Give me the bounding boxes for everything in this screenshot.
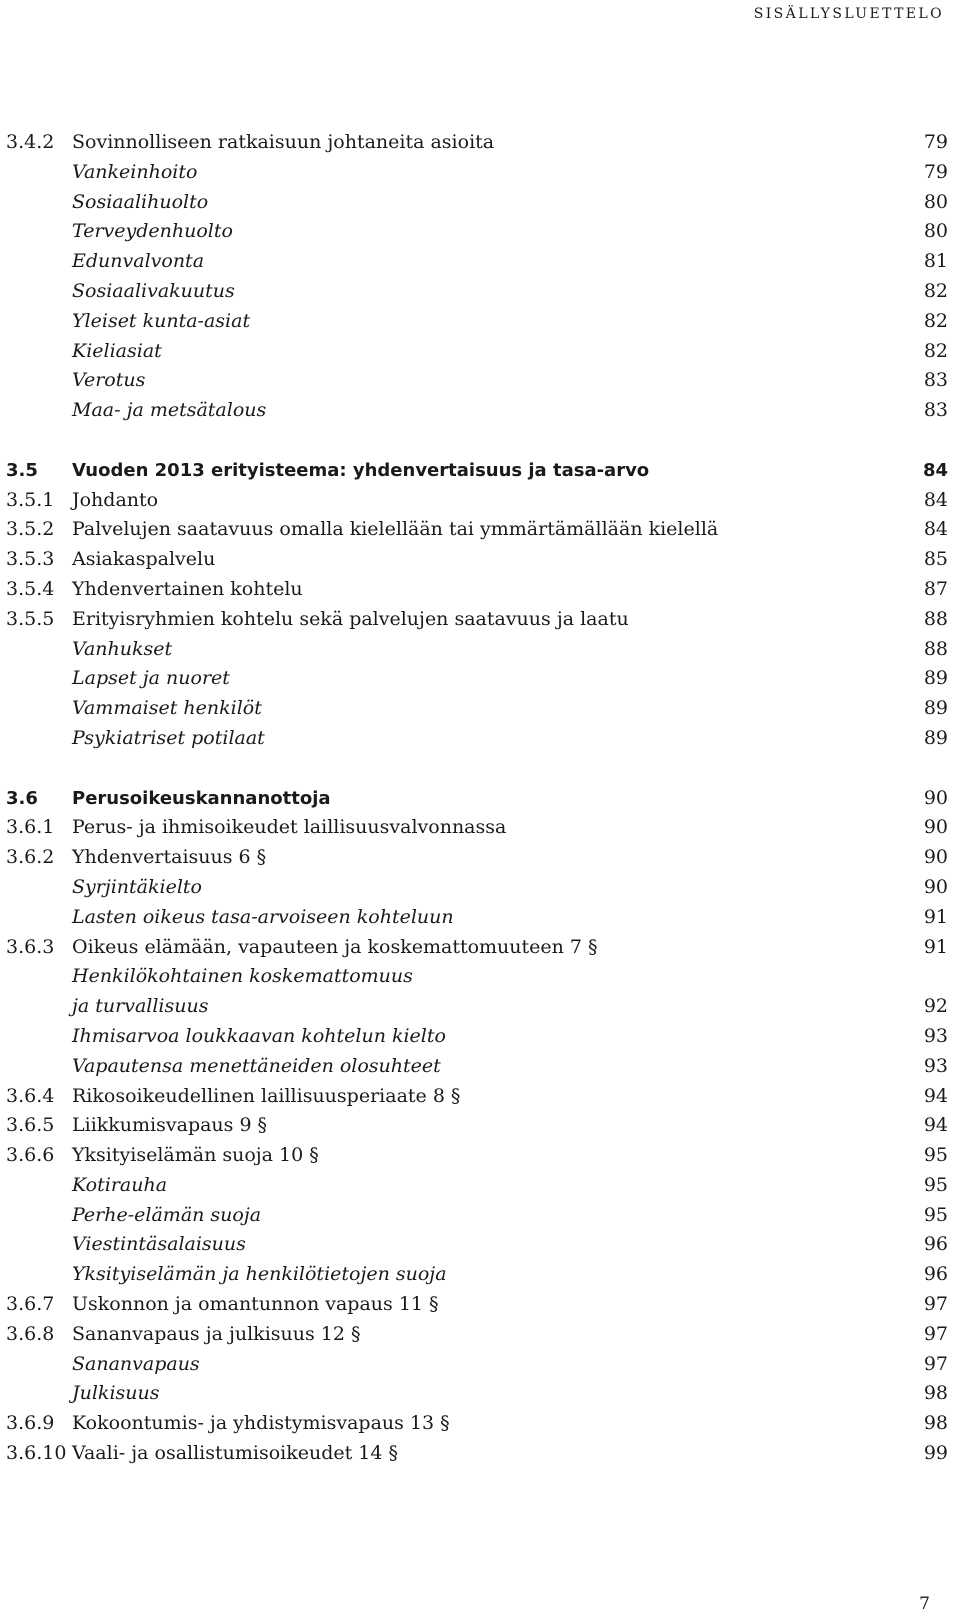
toc-number: 3.6.8 (6, 1322, 55, 1345)
toc-title-text: Lasten oikeus tasa-arvoiseen kohteluun (72, 905, 454, 928)
toc-title (72, 843, 266, 873)
toc-title-text: Ihmisarvoa loukkaavan kohtelun kielto (72, 1024, 446, 1047)
toc-title-text: Vapautensa menettäneiden olosuhteet (72, 1054, 441, 1077)
toc-title (72, 1082, 460, 1112)
toc-subentry-row (6, 1230, 948, 1260)
toc-entry-row (6, 515, 948, 545)
toc-title-text: Vammaiset henkilöt (72, 697, 262, 720)
toc-number: 3.6.7 (6, 1293, 55, 1316)
toc-title-text: Liikkumisvapaus 9 (72, 1114, 252, 1137)
toc-entry-row (6, 1320, 948, 1350)
toc-title-text: ja turvallisuus (72, 995, 209, 1018)
toc-title-text: Vaali- ja osallistumisoikeudet 14 (72, 1442, 383, 1465)
toc-page-number: 90 (923, 816, 948, 839)
toc-page-number: 82 (923, 339, 948, 362)
toc-subentry-row (6, 724, 948, 754)
toc-title-text: Psykiatriset potilaat (72, 726, 265, 749)
toc-subentry-row (6, 1022, 948, 1052)
toc-title (72, 1171, 167, 1201)
toc-page-number: 82 (923, 279, 948, 302)
toc-page-number: 89 (923, 697, 948, 720)
toc-page-number: 79 (923, 160, 948, 183)
toc-entry-row (6, 486, 948, 516)
toc-title-text: Perus- ja ihmisoikeudet laillisuusvalvonnassa (72, 816, 507, 839)
toc-entry-row (6, 1111, 948, 1141)
toc-subentry-row (6, 396, 948, 426)
toc-subentry-row (6, 992, 948, 1022)
toc-title-text: Perusoikeuskannanottoja (72, 787, 331, 809)
toc-title (72, 158, 197, 188)
toc-title (72, 873, 202, 903)
toc-title-text: Kieliasiat (72, 339, 162, 362)
toc-title (72, 337, 162, 367)
toc-page-number: 96 (923, 1233, 948, 1256)
page-number: 7 (919, 1594, 930, 1614)
toc-page-number: 80 (923, 190, 948, 213)
toc-subentry-row (6, 1171, 948, 1201)
toc-title (72, 1350, 200, 1380)
toc-title-text: Kokoontumis- ja yhdistymisvapaus 13 (72, 1412, 435, 1435)
toc-title-text: Vankeinhoito (72, 160, 198, 183)
toc-title (72, 545, 215, 575)
toc-title-text: Erityisryhmien kohtelu sekä palvelujen saatavuus ja laatu (72, 607, 629, 630)
toc-entry-row (6, 1141, 948, 1171)
toc-title-text: Yksityiselämän ja henkilötietojen suoja (72, 1263, 447, 1286)
toc-number: 3.6.9 (6, 1412, 55, 1435)
toc-title (72, 307, 250, 337)
toc-title (72, 605, 629, 635)
toc-section-row (6, 784, 948, 814)
toc-title-text: Perhe-elämän suoja (72, 1203, 262, 1226)
toc-title (72, 277, 235, 307)
toc-number: 3.5.2 (6, 518, 55, 541)
toc-title-text: Julkisuus (72, 1382, 160, 1405)
toc-page-number: 97 (923, 1293, 948, 1316)
toc-title-text: Yleiset kunta-asiat (72, 309, 251, 332)
toc-page-number: 81 (923, 250, 948, 273)
toc-title-text: Viestintäsalaisuus (72, 1233, 246, 1256)
toc-title-text: Verotus (72, 369, 146, 392)
toc-title (72, 456, 649, 486)
toc-title-text: Vanhukset (72, 637, 173, 660)
toc-title-text: Lapset ja nuoret (72, 667, 230, 690)
toc-entry-row (6, 128, 948, 158)
toc-title (72, 1141, 319, 1171)
toc-page-number: 84 (923, 488, 948, 511)
toc-page-number: 96 (923, 1263, 948, 1286)
toc-page-number: 90 (923, 846, 948, 869)
toc-page-number: 82 (923, 309, 948, 332)
toc-title-text: Kotirauha (72, 1173, 168, 1196)
toc-number: 3.6 (6, 787, 38, 809)
section-sign: § (309, 1144, 319, 1167)
toc-subentry-row (6, 337, 948, 367)
toc-title-text: Sananvapaus (72, 1352, 200, 1375)
toc-page-number: 84 (923, 518, 948, 541)
toc-title-text: Uskonnon ja omantunnon vapaus 11 (72, 1293, 423, 1316)
toc-page-number: 85 (923, 548, 948, 571)
toc-title (72, 664, 230, 694)
toc-entry-row (6, 575, 948, 605)
toc-page-number: 84 (922, 459, 948, 481)
toc-number: 3.5.3 (6, 548, 55, 571)
toc-title (72, 1201, 261, 1231)
toc-subentry-row (6, 873, 948, 903)
toc-subentry-row (6, 366, 948, 396)
toc-title (72, 1379, 160, 1409)
toc-page-number: 83 (923, 369, 948, 392)
toc-title (72, 1230, 246, 1260)
toc-title (72, 784, 331, 814)
toc-subentry-row (6, 217, 948, 247)
toc-title (72, 1409, 450, 1439)
toc-page-number: 79 (923, 131, 948, 153)
toc-page-number: 93 (923, 1024, 948, 1047)
toc-title (72, 1022, 446, 1052)
toc-title (72, 813, 506, 843)
toc-entry-row (6, 1082, 948, 1112)
toc-page-number: 95 (923, 1203, 948, 1226)
toc-page-number: 97 (923, 1352, 948, 1375)
toc-title (72, 128, 494, 158)
toc-title-text: Yksityiselämän suoja 10 (72, 1144, 304, 1167)
toc-title-text: Syrjintäkielto (72, 875, 202, 898)
toc-entry-row (6, 933, 948, 963)
toc-entry-row (6, 813, 948, 843)
toc-entry-row (6, 1439, 948, 1469)
toc-title-text: Sovinnolliseen ratkaisuun johtaneita asioita (72, 131, 495, 153)
toc-subentry-row (6, 903, 948, 933)
toc-page-number: 98 (923, 1412, 948, 1435)
toc-page-number: 83 (923, 399, 948, 422)
toc-title (72, 515, 718, 545)
toc-title (72, 1111, 267, 1141)
toc-subentry-row (6, 1201, 948, 1231)
toc-title (72, 992, 208, 1022)
toc-page-number: 91 (923, 935, 948, 958)
toc-title (72, 217, 233, 247)
toc-title-text: Rikosoikeudellinen laillisuusperiaate 8 (72, 1084, 445, 1107)
toc-title (72, 247, 204, 277)
toc-page-number: 80 (923, 220, 948, 243)
toc-title (72, 366, 145, 396)
toc-subentry-row (6, 635, 948, 665)
toc-number: 3.5.5 (6, 607, 55, 630)
section-sign: § (588, 935, 598, 958)
toc-subentry-row (6, 1350, 948, 1380)
toc-page-number: 94 (923, 1114, 948, 1137)
toc-subentry-row (6, 1052, 948, 1082)
toc-title-text: Asiakaspalvelu (72, 548, 216, 571)
toc-page-number: 88 (923, 607, 948, 630)
section-sign: § (257, 1114, 268, 1137)
toc-number: 3.5 (6, 459, 38, 481)
toc-title (72, 575, 303, 605)
toc-number: 3.4.2 (6, 131, 55, 153)
toc-subentry-row (6, 1260, 948, 1290)
toc-page-number: 93 (923, 1054, 948, 1077)
toc-title-text: Terveydenhuolto (72, 220, 233, 243)
toc-title (72, 724, 265, 754)
toc-page-number: 91 (923, 905, 948, 928)
toc-page-number: 94 (923, 1084, 948, 1107)
section-sign: § (429, 1293, 439, 1316)
toc-title (72, 486, 158, 516)
toc-title-text: Oikeus elämään, vapauteen ja koskemattomuuteen 7 (72, 935, 583, 958)
toc-number: 3.6.1 (6, 816, 55, 839)
toc-entry-row (6, 1290, 948, 1320)
toc-title-text: Yhdenvertainen kohtelu (72, 577, 303, 600)
toc-title-text: Yhdenvertaisuus 6 (72, 846, 251, 869)
toc-section-row (6, 456, 948, 486)
toc-page-number: 90 (923, 875, 948, 898)
toc-subentry-row (6, 247, 948, 277)
toc-page-number: 98 (923, 1382, 948, 1405)
toc-title (72, 396, 266, 426)
toc-entry-row (6, 843, 948, 873)
toc-subentry-row (6, 277, 948, 307)
toc-page-number: 92 (923, 995, 948, 1018)
table-of-contents (6, 128, 948, 1469)
section-sign: § (450, 1084, 461, 1107)
toc-title (72, 1290, 439, 1320)
toc-number: 3.6.6 (6, 1144, 55, 1167)
toc-title-text: Sosiaalivakuutus (72, 279, 235, 302)
toc-title-text: Palvelujen saatavuus omalla kielellään tai ymmärtämällään kielellä (72, 518, 719, 541)
toc-title-text: Vuoden 2013 erityisteema: yhdenvertaisuus ja tasa-arvo (72, 459, 650, 481)
toc-page-number: 88 (923, 637, 948, 660)
toc-title (72, 1052, 441, 1082)
toc-page-number: 97 (923, 1322, 948, 1345)
toc-page-number: 95 (923, 1144, 948, 1167)
toc-number: 3.5.4 (6, 577, 55, 600)
toc-subentry-row (6, 962, 948, 992)
toc-title (72, 903, 454, 933)
toc-page-number: 89 (923, 726, 948, 749)
toc-title (72, 1439, 398, 1469)
toc-entry-row (6, 1409, 948, 1439)
toc-title (72, 933, 598, 963)
toc-page-number: 99 (923, 1442, 948, 1465)
section-sign: § (256, 846, 267, 869)
toc-title (72, 188, 208, 218)
toc-title-text: Maa- ja metsätalous (72, 399, 267, 422)
toc-title-text: Johdanto (72, 488, 159, 511)
toc-page-number: 87 (923, 577, 948, 600)
running-header: SISÄLLYSLUETTELO (753, 6, 944, 22)
toc-entry-row (6, 605, 948, 635)
toc-number: 3.6.3 (6, 935, 55, 958)
toc-title (72, 962, 413, 992)
toc-title (72, 1260, 447, 1290)
toc-title-text: Sosiaalihuolto (72, 190, 209, 213)
section-sign: § (388, 1442, 398, 1465)
toc-subentry-row (6, 307, 948, 337)
toc-page-number: 90 (923, 786, 948, 809)
toc-number: 3.6.2 (6, 846, 55, 869)
toc-subentry-row (6, 158, 948, 188)
toc-page-number: 89 (923, 667, 948, 690)
toc-subentry-row (6, 694, 948, 724)
toc-number: 3.6.4 (6, 1084, 55, 1107)
toc-title-text: Edunvalvonta (72, 250, 205, 273)
toc-number: 3.5.1 (6, 488, 55, 511)
toc-subentry-row (6, 664, 948, 694)
section-sign: § (440, 1412, 450, 1435)
toc-entry-row (6, 545, 948, 575)
toc-title (72, 635, 172, 665)
toc-number: 3.6.5 (6, 1114, 55, 1137)
toc-subentry-row (6, 1379, 948, 1409)
section-sign: § (350, 1322, 361, 1345)
toc-title (72, 1320, 360, 1350)
toc-number: 3.6.10 (6, 1442, 67, 1465)
toc-title-text: Henkilökohtainen koskemattomuus (72, 965, 413, 988)
toc-page-number: 95 (923, 1173, 948, 1196)
toc-title (72, 694, 262, 724)
toc-subentry-row (6, 188, 948, 218)
toc-title-text: Sananvapaus ja julkisuus 12 (72, 1322, 345, 1345)
